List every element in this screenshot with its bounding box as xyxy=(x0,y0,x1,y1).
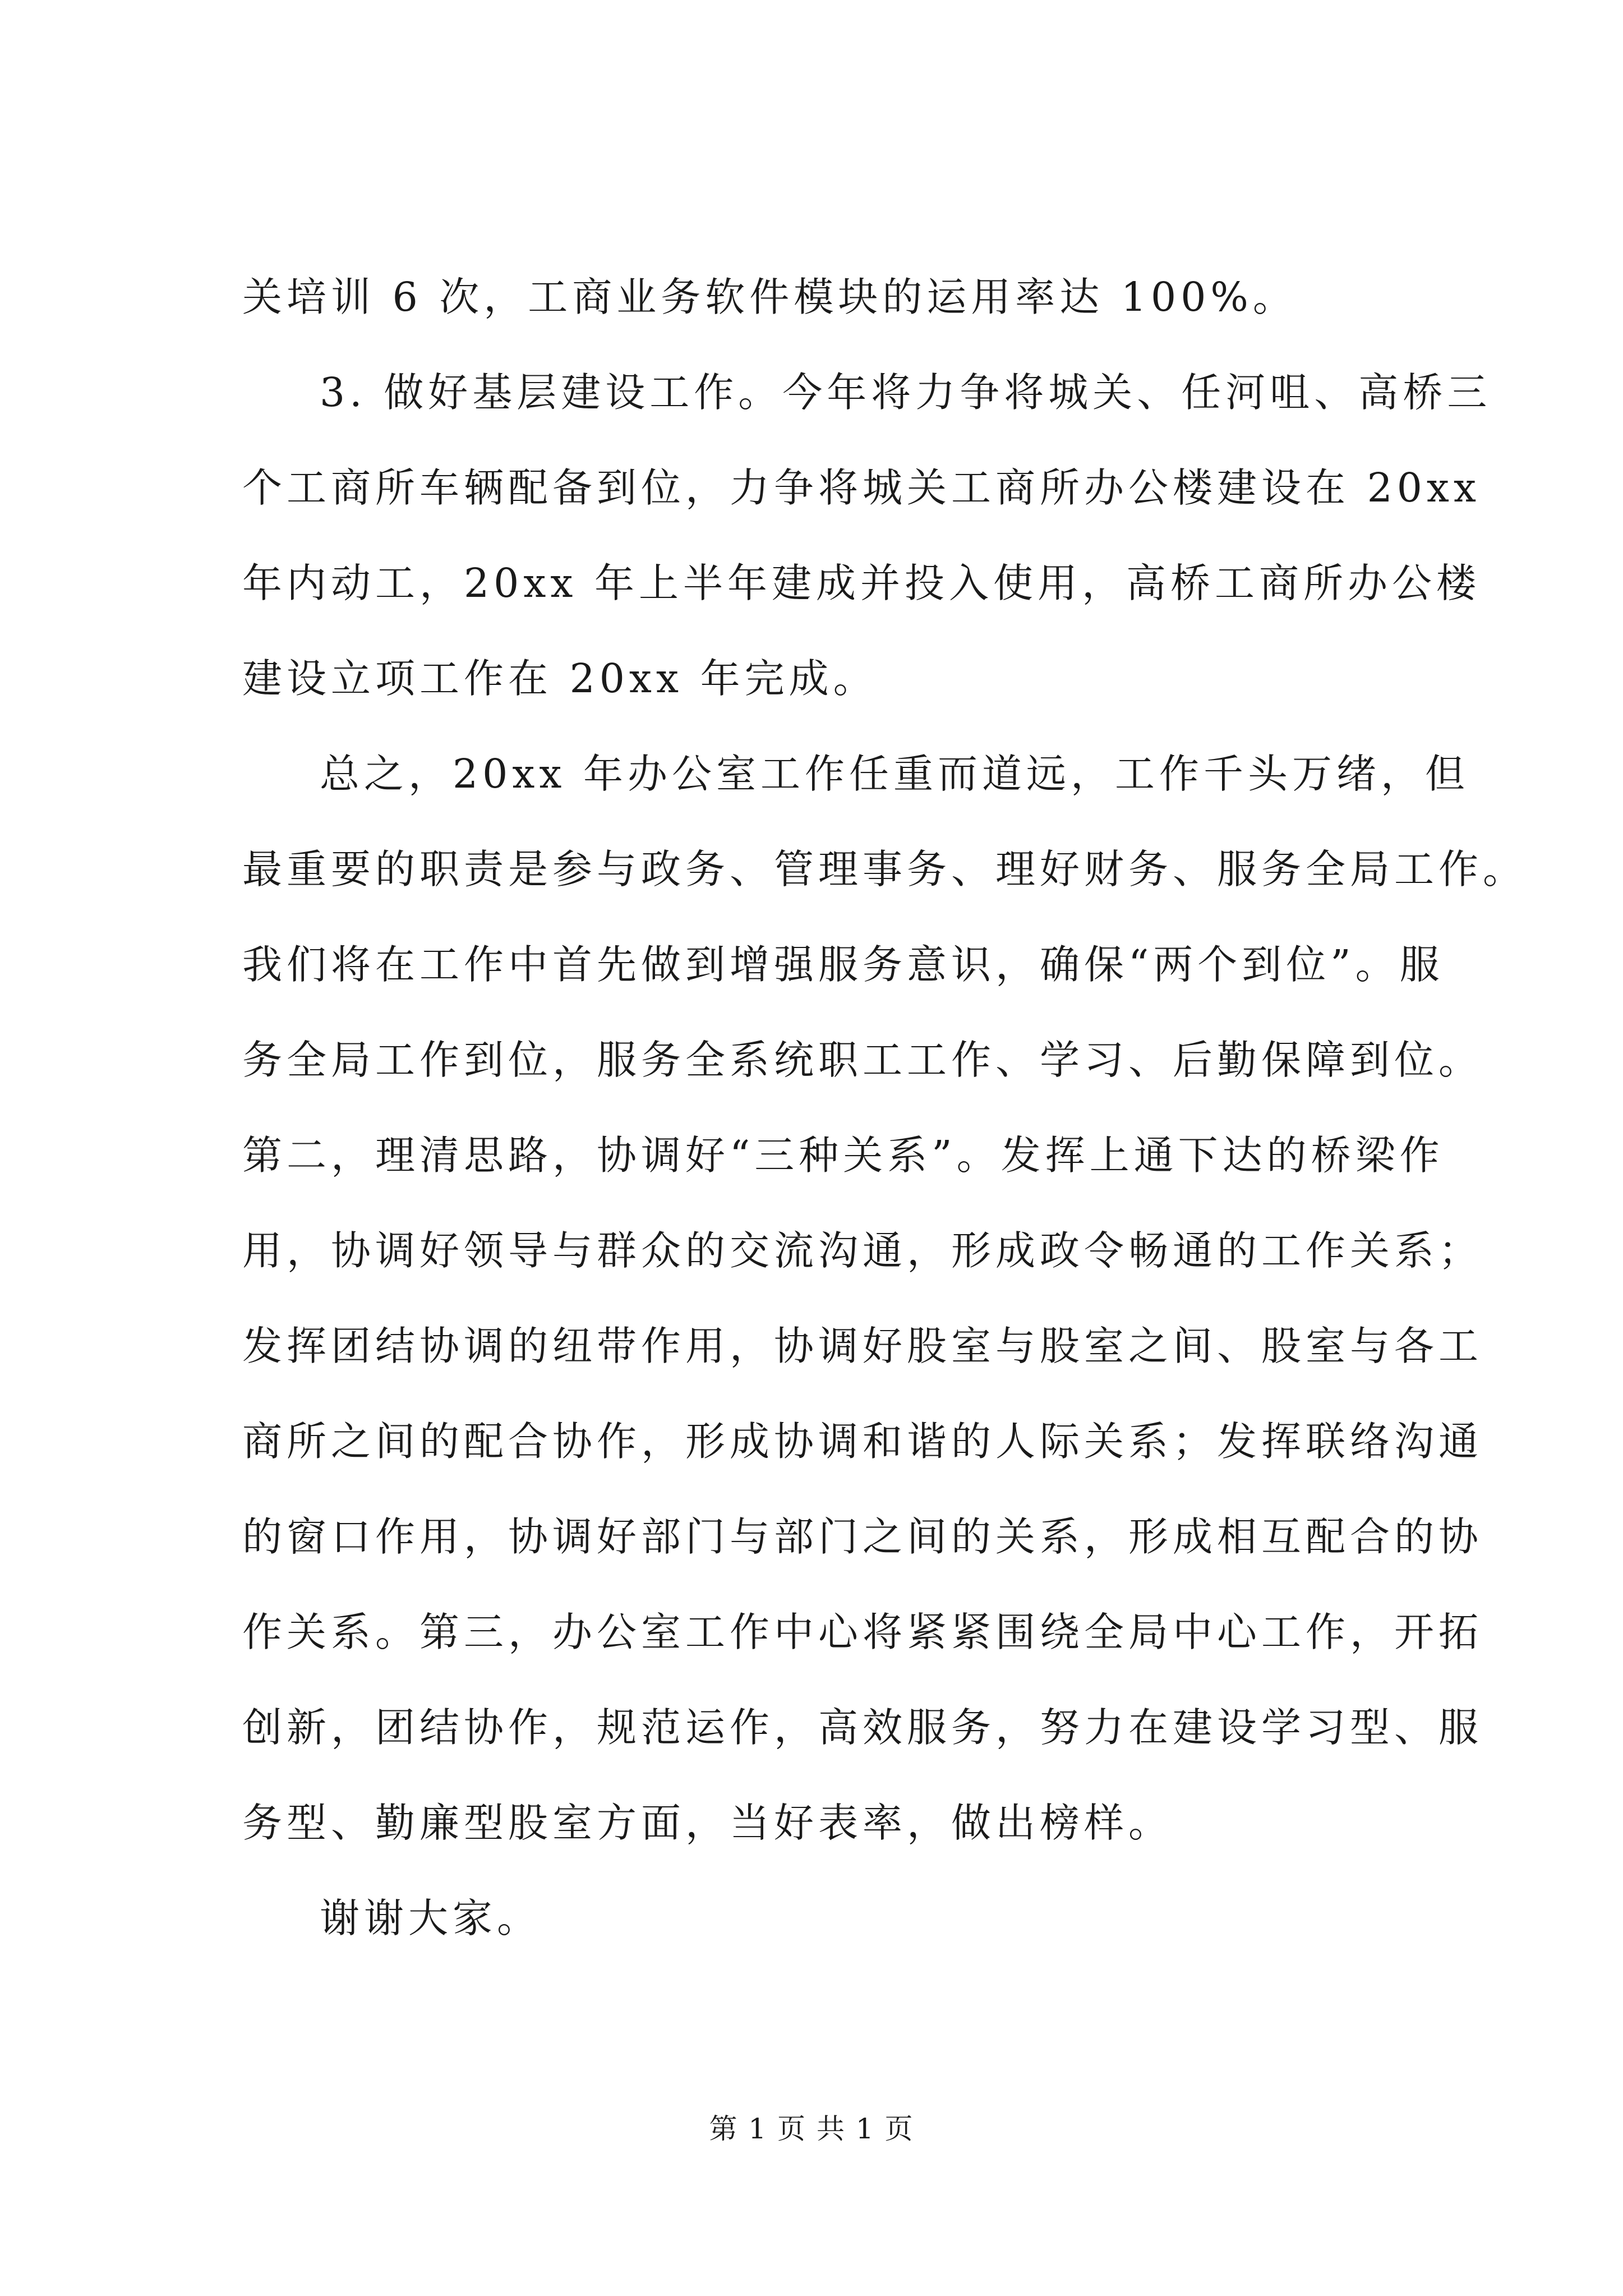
text-line: 总之，20xx 年办公室工作任重而道远，工作千头万绪，但 xyxy=(320,751,1469,797)
text-line: 作关系。第三，办公室工作中心将紧紧围绕全局中心工作，开拓 xyxy=(242,1609,1483,1655)
text-line: 用，协调好领导与群众的交流沟通，形成政令畅通的工作关系； xyxy=(242,1227,1483,1274)
text-line: 我们将在工作中首先做到增强服务意识，确保“两个到位”。服 xyxy=(242,941,1444,988)
text-line: 最重要的职责是参与政务、管理事务、理好财务、服务全局工作。 xyxy=(242,846,1528,892)
text-line: 务型、勤廉型股室方面，当好表率，做出榜样。 xyxy=(242,1800,1173,1846)
text-line: 务全局工作到位，服务全系统职工工作、学习、后勤保障到位。 xyxy=(242,1037,1483,1083)
text-line: 创新，团结协作，规范运作，高效服务，努力在建设学习型、服 xyxy=(242,1704,1483,1751)
page-footer: 第 1 页 共 1 页 xyxy=(709,2113,914,2145)
text-line: 第二，理清思路，协调好“三种关系”。发挥上通下达的桥梁作 xyxy=(242,1132,1444,1179)
text-line: 的窗口作用，协调好部门与部门之间的关系，形成相互配合的协 xyxy=(242,1513,1483,1560)
text-line: 个工商所车辆配备到位，力争将城关工商所办公楼建设在 20xx xyxy=(242,464,1481,511)
text-line: 年内动工，20xx 年上半年建成并投入使用，高桥工商所办公楼 xyxy=(242,560,1481,606)
text-line: 3. 做好基层建设工作。今年将力争将城关、任河咀、高桥三 xyxy=(320,369,1492,416)
text-line: 谢谢大家。 xyxy=(320,1895,542,1941)
text-line: 发挥团结协调的纽带作用，协调好股室与股室之间、股室与各工 xyxy=(242,1323,1483,1369)
text-line: 建设立项工作在 20xx 年完成。 xyxy=(242,655,878,702)
text-line: 商所之间的配合协作，形成协调和谐的人际关系；发挥联络沟通 xyxy=(242,1418,1483,1465)
text-line: 关培训 6 次，工商业务软件模块的运用率达 100%。 xyxy=(242,274,1297,320)
